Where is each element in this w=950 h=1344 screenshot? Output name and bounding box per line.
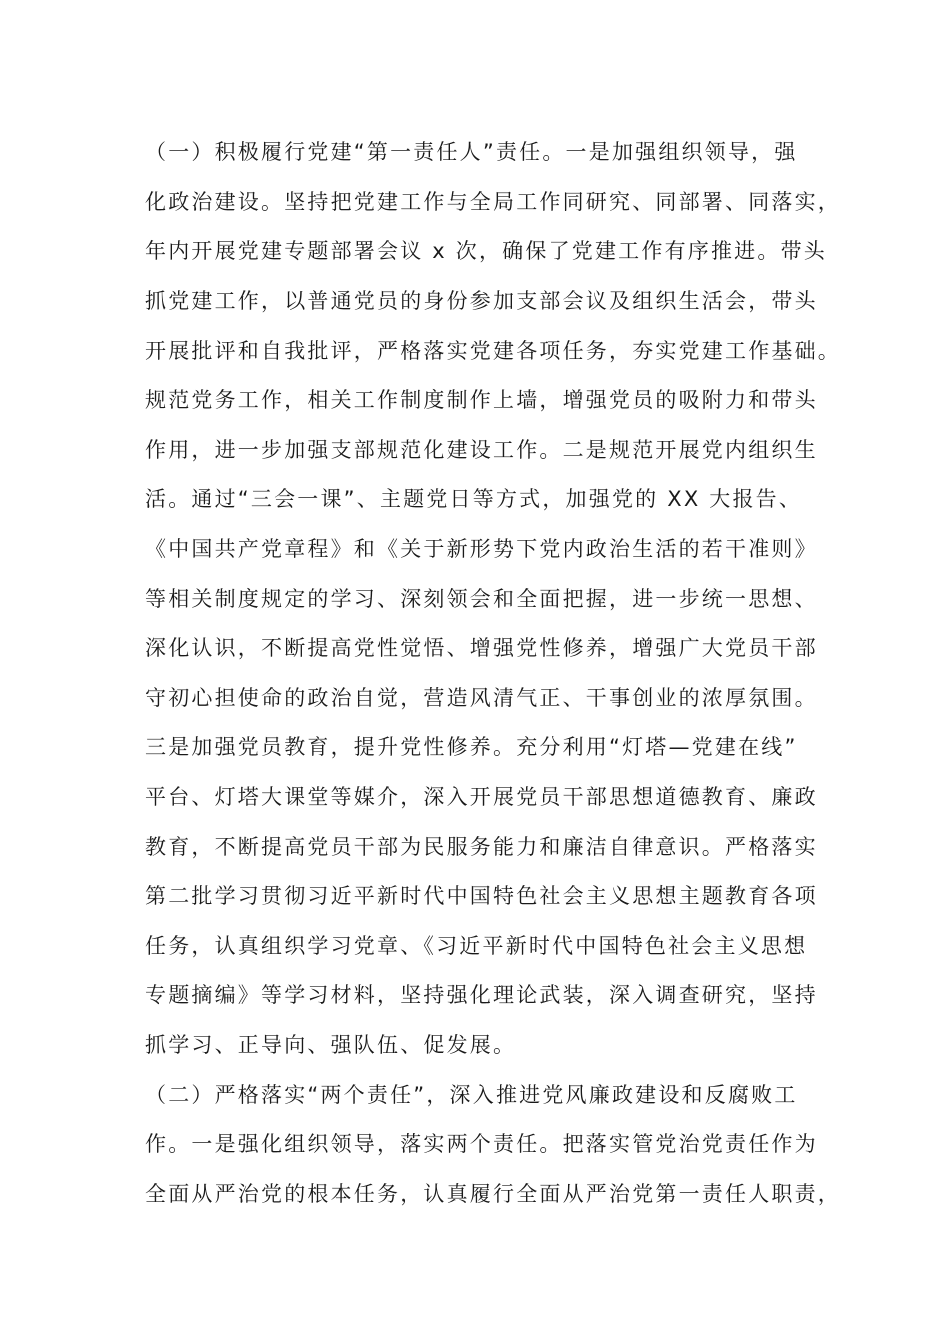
text-line: 抓党建工作，以普通党员的身份参加支部会议及组织生活会，带头	[145, 289, 818, 313]
text-line: 全面从严治党的根本任务，认真履行全面从严治党第一责任人职责，	[145, 1182, 841, 1206]
text-line: 平台、灯塔大课堂等媒介，深入开展党员干部思想道德教育、廉政	[145, 785, 818, 809]
text-line: 年内开展党建专题部署会议 x 次，确保了党建工作有序推进。带头	[145, 239, 827, 263]
text-line: 等相关制度规定的学习、深刻领会和全面把握，进一步统一思想、	[145, 587, 818, 611]
text-line: 开展批评和自我批评，严格落实党建各项任务，夯实党建工作基础。	[145, 339, 841, 363]
text-line: 深化认识，不断提高党性觉悟、增强党性修养，增强广大党员干部	[145, 636, 818, 660]
text-line: 《中国共产党章程》和《关于新形势下党内政治生活的若干准则》	[145, 537, 818, 561]
text-line: 任务，认真组织学习党章、《习近平新时代中国特色社会主义思想	[145, 934, 808, 958]
text-line: 第二批学习贯彻习近平新时代中国特色社会主义思想主题教育各项	[145, 884, 818, 908]
text-line: 作。一是强化组织领导，落实两个责任。把落实管党治党责任作为	[145, 1132, 818, 1156]
text-line: 规范党务工作，相关工作制度制作上墙，增强党员的吸附力和带头	[145, 388, 818, 412]
text-line: 专题摘编》等学习材料，坚持强化理论武装，深入调查研究，坚持	[145, 983, 818, 1007]
text-line: 作用，进一步加强支部规范化建设工作。二是规范开展党内组织生	[145, 438, 818, 462]
text-line: 抓学习、正导向、强队伍、促发展。	[145, 1033, 517, 1057]
text-line: （二）严格落实“两个责任”，深入推进党风廉政建设和反腐败工	[145, 1083, 798, 1107]
text-line: 化政治建设。坚持把党建工作与全局工作同研究、同部署、同落实，	[145, 190, 841, 214]
text-line: 三是加强党员教育，提升党性修养。充分利用“灯塔—党建在线”	[145, 735, 798, 759]
text-line: 教育，不断提高党员干部为民服务能力和廉洁自律意识。严格落实	[145, 835, 818, 859]
text-line: 守初心担使命的政治自觉，营造风清气正、干事创业的浓厚氛围。	[145, 686, 818, 710]
text-line: （一）积极履行党建“第一责任人”责任。一是加强组织领导，强	[145, 140, 798, 164]
text-line: 活。通过“三会一课”、主题党日等方式，加强党的 XX 大报告、	[145, 487, 803, 511]
